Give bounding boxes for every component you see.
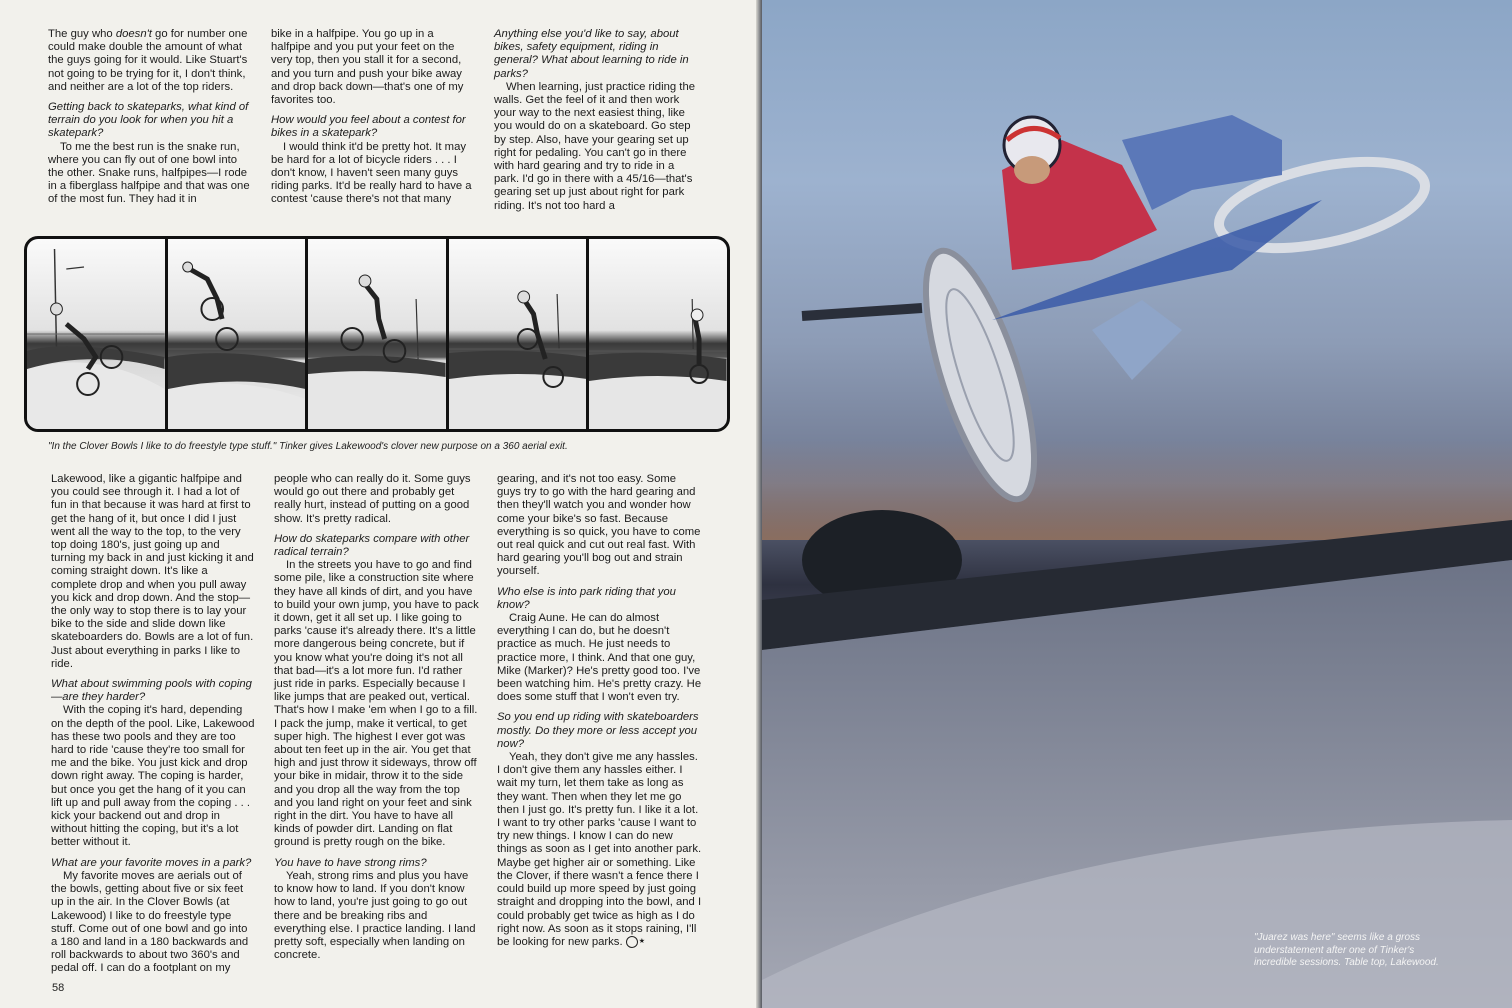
interview-answer: I would think it'd be pretty hot. It may be hard for a lot of bicycle riders . . . I don't know, I haven't seen many guys riding parks. It'd be really hard to have a contest 'cause there's not that many xyxy=(271,140,472,206)
interview-answer: With the coping it's hard, depending on the depth of the pool. Like, Lakewood has these two pools and they are too hard to ride 'cause they're too small for me and the bike. You just kick and drop down right away. The coping is harder, but once you get the hang of it you can lift up and pull away from the coping . . . kick your backend out and drop in without hitting the coping, but it's a lot better without it. xyxy=(51,704,255,849)
interview-answer: To me the best run is the snake run, where you can fly out of one bowl into the other. Snake runs, halfpipes—I rode in a fiberglass halfpipe and that was one of the most fun. They had it in xyxy=(48,140,250,206)
interview-question: So you end up riding with skateboarders mostly. Do they more or less accept you now? xyxy=(497,711,699,750)
body-paragraph: The guy who doesn't go for number one could make double the amount of what the guys going for it would. Like Stuart's not going to be trying for it, I don't think, and neither are a lot of the top riders. xyxy=(48,28,248,93)
interview-answer: Yeah, they don't give me any hassles. I don't give them any hassles either. I wait my turn, let them take as long as they want. Then when they let me go then I just go. It's pretty fun. I like it a lot. I want to try other parks 'cause I want to try new things. I know I can do new things as soon as I get into another park. Maybe get higher air or something. Like the Clover, if there wasn't a fence there I could build up more speed by just going straight and dropping into the bowl, and I could probably get twice as high as I do right now. As soon as it stops raining, I'll be looking for new parks. ★ xyxy=(497,751,702,948)
column-bottom-3 xyxy=(497,473,702,949)
photo-sequence-filmstrip xyxy=(24,236,730,432)
interview-answer: Craig Aune. He can do almost everything I can do, but he doesn't practice as much. He just needs to practice more, I think. And that one guy, Mike (Marker)? He's pretty good too. I've been watching him. He's pretty crazy. He does some stuff that I won't even try. xyxy=(497,612,702,704)
sequence-frame-3 xyxy=(308,239,446,429)
interview-question: How would you feel about a contest for bikes in a skatepark? xyxy=(271,114,466,140)
sequence-frame-4 xyxy=(449,239,587,429)
column-top-1 xyxy=(48,28,253,207)
interview-question: Who else is into park riding that you know? xyxy=(497,585,676,611)
interview-answer: In the streets you have to go and find some pile, like a construction site where they have all kinds of dirt, and you have to build your own jump, you have to pack it down, get it all set up. I like going to parks 'cause it's already there. It's a little more dangerous being concrete, but if you know what you're doing it's not all that bad—it's a lot more fun. I'd rather just ride in parks. Especially because I like jumps that are peaked out, vertical. That's how I make 'em when I go to a fill. I pack the jump, make it vertical, to get super high. The highest I ever got was about ten feet up in the air. You get that high and just throw it sideways, throw off your bike in midair, throw it to the side and you drop all the way from the top and you land right on your feet and sink right in the dirt. You have to have all kinds of powder dirt. Landing on flat ground is pretty rough on the bike. xyxy=(274,559,479,849)
interview-question: Getting back to skateparks, what kind of terrain do you look for when you hit a skatepark? xyxy=(48,101,249,140)
sequence-frame-2 xyxy=(168,239,306,429)
column-bottom-1 xyxy=(51,473,256,976)
body-paragraph: people who can really do it. Some guys would go out there and probably get really hurt, instead of putting on a good show. It's pretty radical. xyxy=(274,473,471,525)
bmx-aerial-photo xyxy=(762,0,1512,1008)
column-bottom-2 xyxy=(274,473,479,962)
body-paragraph: Lakewood, like a gigantic halfpipe and you could see through it. I had a lot of fun in that because it was hard at first to get the hang of it, but once I did I just went all the way to the top, to the very top doing 180's, just going up and turning my back in and just kicking it and coming straight down. It's like a complete drop and when you pull away you kick and drop down. And the stop—the only way to stop there is to lay your bike to the side and slide down like skateboarders do. Bowls are a lot of fun. Just about everything in parks I like to ride. xyxy=(51,473,254,670)
body-paragraph: gearing, and it's not too easy. Some guys try to go with the hard gearing and then they'll watch you and wonder how come your bike's so fast. Because everything is so quick, you have to come out real quick and cut out real fast. With hard gearing you'll bog out and strain yourself. xyxy=(497,473,701,578)
right-page-photo xyxy=(762,0,1512,1008)
interview-question: What are your favorite moves in a park? xyxy=(51,856,252,869)
interview-question: You have to have strong rims? xyxy=(274,856,427,869)
article-end-icon: ★ xyxy=(626,936,638,948)
column-top-3 xyxy=(494,28,699,213)
interview-answer: Yeah, strong rims and plus you have to know how to land. If you don't know how to land, you're just going to go out there and be breaking ribs and everything else. I practice landing. I land pretty soft, especially when landing on concrete. xyxy=(274,869,476,962)
interview-question: Anything else you'd like to say, about bikes, safety equipment, riding in general? What about learning to ride in parks? xyxy=(494,28,689,80)
interview-question: How do skateparks compare with other radical terrain? xyxy=(274,532,470,559)
interview-question: What about swimming pools with coping—are they harder? xyxy=(51,678,252,704)
photo-caption: "Juarez was here" seems like a gross understatement after one of Tinker's incredible sessions. Table top, Lakewood. xyxy=(1254,932,1439,968)
page-number: 58 xyxy=(52,982,65,994)
filmstrip-caption: "In the Clover Bowls I like to do freestyle type stuff." Tinker gives Lakewood's clover new purpose on a 360 aerial exit. xyxy=(48,441,568,452)
column-top-2 xyxy=(271,28,476,207)
body-paragraph: bike in a halfpipe. You go up in a halfpipe and you put your feet on the very top, then you stall it for a second, and you turn and push your bike away and drop back down—that's one of my favorites too. xyxy=(271,28,464,107)
interview-answer: My favorite moves are aerials out of the bowls, getting about five or six feet up in the air. In the Clover Bowls (at Lakewood) I like to do freestyle type stuff. Come out of one bowl and go into a 180 and land in a 180 backwards and roll backwards to about two 360's and pedal off. I can do a footplant on my xyxy=(51,869,249,975)
interview-answer: When learning, just practice riding the walls. Get the feel of it and then work your way to the next easiest thing, like you would do on a skateboard. Go step by step. Also, have your gearing set up right for pedaling. You can't go in there with hard gearing and try to ride in a park. I'd go in there with a 45/16—that's gearing set up just about right for park riding. It's not too hard a xyxy=(494,80,696,212)
sequence-frame-5 xyxy=(589,239,727,429)
sequence-frame-1 xyxy=(27,239,165,429)
